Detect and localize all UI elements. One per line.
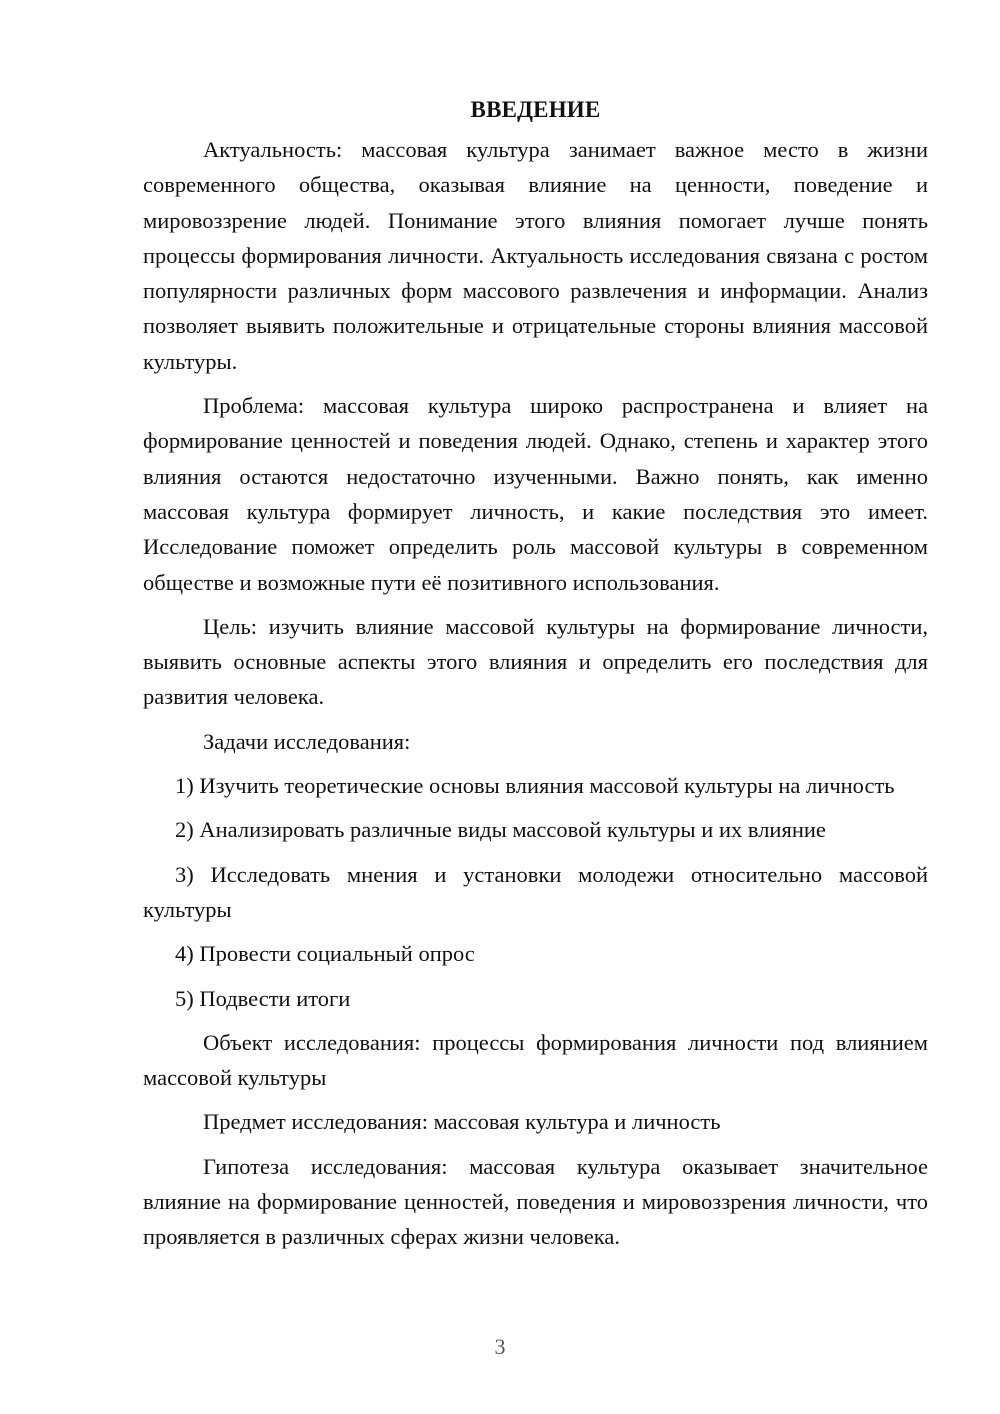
task-item: 1) Изучить теоретические основы влияния массовой культуры на личность [175,773,895,799]
task-item: 5) Подвести итоги [175,985,351,1011]
research-object-paragraph: Объект исследования: процессы формирования личности под влиянием массовой культуры [143,1029,928,1091]
problem-paragraph: Проблема: массовая культура широко распространена и влияет на формирование ценностей и поведения людей. Однако, степень и характер этого влияния остаются недостаточно изученными. Важно понять, как именно массовая культура формирует личность, и какие последствия это имеет. Исследование поможет определить роль массовой культуры в современном обществе и возможные пути её позитивного использования. [143,393,928,595]
task-item: 3) Исследовать мнения и установки молодежи относительно массовой культуры [143,861,928,922]
goal-paragraph: Цель: изучить влияние массовой культуры на формирование личности, выявить основные аспекты этого влияния и определить его последствия для развития человека. [143,613,928,710]
relevance-paragraph: Актуальность: массовая культура занимает важное место в жизни современного общества, оказывая влияние на ценности, поведение и мировоззрение людей. Понимание этого влияния помогает лучше понять процессы формирования личности. Актуальность исследования связана с ростом популярности различных форм массового развлечения и информации. Анализ позволяет выявить положительные и отрицательные стороны влияния массовой культуры. [143,137,928,374]
task-item: 2) Анализировать различные виды массовой культуры и их влияние [175,817,826,843]
hypothesis-paragraph: Гипотеза исследования: массовая культура оказывает значительное влияние на формирование ценностей, поведения и мировоззрения личности, что проявляется в различных сферах жизни человека. [143,1153,928,1250]
page-content [143,92,928,1264]
section-title: ВВЕДЕНИЕ [470,97,601,122]
research-subject-paragraph: Предмет исследования: массовая культура и личность [203,1109,721,1135]
task-item: 4) Провести социальный опрос [175,941,475,967]
page-number: 3 [494,1334,506,1359]
tasks-heading: Задачи исследования: [203,728,411,754]
